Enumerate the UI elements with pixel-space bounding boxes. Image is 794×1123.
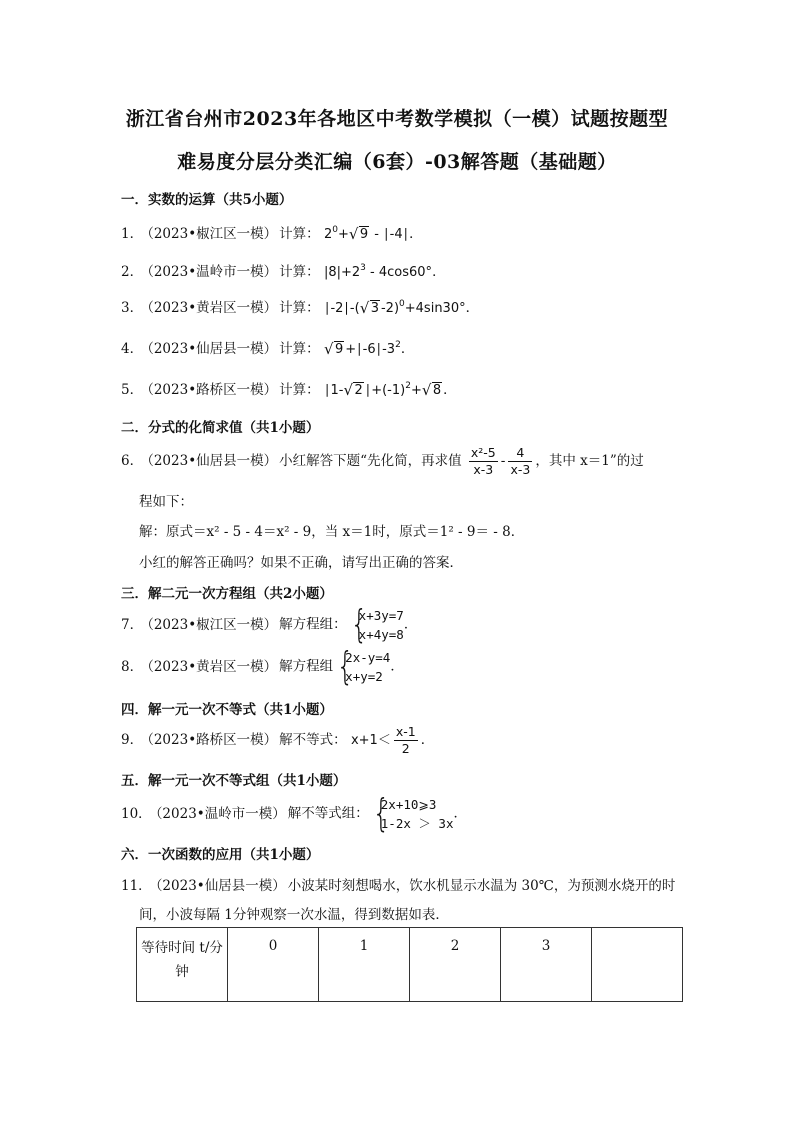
question-7: 7． （2023•椒江区一模） 解方程组： { x+3y=7 x+4y=8 ． — [121, 602, 418, 646]
question-5: 5． （2023•路桥区一模） 计算： ∣1-√ 2 $∣+(-1)^2+√$ 8 ． — [121, 378, 457, 398]
section-heading-fraction-simplify: 二．分式的化简求值（共1小题） — [121, 420, 320, 436]
question-6-solution: 解：原式＝x² - 5 - 4＝x² - 9，当 x＝1时，原式＝1² - 9＝ - 8． — [139, 524, 525, 540]
sqrt-symbol: √ 8 — [423, 383, 442, 398]
question-source: （2023•仙居县一模） — [147, 453, 278, 469]
question-6: 6． （2023•仙居县一模） 小红解答下题“先化简，再求值 $\frac{\text{x²-5}}{x-3}$ - $\frac{4}{x-3}$ ，其中 x＝1”的过 — [121, 445, 644, 477]
question-prompt: 解方程组： — [279, 616, 347, 633]
inequality-system: { 2x+10⩾3 1-2x ＞ 3x — [372, 791, 454, 835]
equation-system: { x+3y=7 x+4y=8 — [350, 602, 404, 646]
water-temperature-table — [136, 927, 683, 1002]
section-heading-linear-equation-system: 三．解二元一次方程组（共2小题） — [121, 586, 333, 602]
question-prompt: 小红解答下题“先化简，再求值 — [279, 453, 462, 469]
question-1: 1． （2023•椒江区一模） 计算： $2^0+√$ 9 - ∣-4∣． — [121, 222, 423, 242]
question-prompt: 计算： — [279, 226, 320, 242]
question-8: 8． （2023•黄岩区一模） 解方程组 { 2x-y=4 x+y=2 ． — [121, 644, 404, 688]
question-6-continuation: 程如下： — [139, 494, 193, 510]
question-number: 3． — [121, 300, 144, 316]
question-number: 10． — [121, 805, 152, 822]
equation-system: { 2x-y=4 x+y=2 — [336, 644, 391, 688]
math-expression: ∣1-√ 2 $∣+(-1)^2+√$ 8 — [324, 383, 443, 398]
question-source: （2023•黄岩区一模） — [147, 300, 278, 316]
question-number: 7． — [121, 616, 144, 633]
question-prompt: 计算： — [279, 300, 320, 316]
question-number: 4． — [121, 341, 144, 357]
fraction: $\frac{\text{x²-5}}{x-3}$ — [470, 445, 496, 477]
question-10: 10． （2023•温岭市一模） 解不等式组： { 2x+10⩾3 1-2x ＞ 3x ． — [121, 791, 467, 835]
sqrt-symbol: √ 9 — [325, 342, 344, 357]
table-cell — [592, 928, 683, 1002]
question-11 — [121, 874, 675, 894]
question-source: （2023•路桥区一模） — [147, 382, 278, 398]
question-number: 2． — [121, 264, 144, 280]
question-11-continuation: 间，小波每隔 1分钟观察一次水温，得到数据如表． — [139, 907, 449, 923]
question-2: 2． （2023•温岭市一模） 计算： $|8|+2^3 - 4\cos 60^\circ$． — [121, 263, 446, 280]
question-prompt: 计算： — [279, 382, 320, 398]
question-source: （2023•仙居县一模） — [147, 341, 278, 357]
question-number: 8． — [121, 658, 144, 675]
fraction: $\frac{x-1}{2}$ — [395, 724, 416, 756]
section-heading-linear-function-application: 六．一次函数的应用（共1小题） — [121, 847, 320, 863]
question-prompt: 解不等式： — [279, 732, 347, 748]
question-6-ask: 小红的解答正确吗？如果不正确，请写出正确的答案． — [139, 555, 463, 571]
question-number: 6． — [121, 453, 144, 469]
document-title-line-1: 浙江省台州市2023年各地区中考数学模拟（一模）试题按题型 — [125, 108, 669, 130]
table-cell: 3 — [501, 928, 592, 1002]
math-expression: √ $9 +∣-6∣-3^2$ — [324, 342, 401, 357]
question-source: （2023•黄岩区一模） — [147, 658, 278, 675]
question-number: 1． — [121, 226, 144, 242]
left-brace-icon: { — [336, 644, 354, 688]
question-source: （2023•仙居县一模） — [155, 878, 286, 894]
question-source: （2023•温岭市一模） — [147, 264, 278, 280]
question-4: 4． （2023•仙居县一模） 计算： √ $9 +∣-6∣-3^2$． — [121, 337, 414, 357]
sqrt-symbol: √ 9 — [350, 227, 369, 242]
left-brace-icon: { — [350, 602, 368, 646]
question-prompt: 解不等式组： — [287, 805, 369, 822]
math-expression: $|8|+2^3 - 4\cos 60^\circ$ — [323, 263, 433, 280]
section-heading-real-number-operations: 一．实数的运算（共5小题） — [121, 192, 293, 208]
question-prompt: 解方程组 — [279, 658, 334, 675]
left-brace-icon: { — [372, 791, 390, 835]
table-header-cell: 等待时间 t/分 钟 — [137, 928, 228, 1002]
math-expression: $2^0+√$ 9 - ∣-4∣ — [324, 227, 409, 242]
sqrt-symbol: √ 2 — [344, 383, 363, 398]
section-heading-inequality-system: 五．解一元一次不等式组（共1小题） — [121, 773, 347, 789]
question-prompt: 小波某时刻想喝水，饮水机显示水温为 30℃，为预测水烧开的时 — [287, 878, 676, 894]
question-3: 3． （2023•黄岩区一模） 计算： ∣-2∣-(√ 3 -2)$^0$+4sin30°． — [121, 296, 479, 316]
table-row — [137, 928, 683, 1002]
question-number: 5． — [121, 382, 144, 398]
document-title-line-2: 难易度分层分类汇编（6套）-03解答题（基础题） — [177, 151, 617, 173]
question-source: （2023•椒江区一模） — [147, 226, 278, 242]
fraction: $\frac{4}{x-3}$ — [510, 445, 531, 477]
math-expression: ∣-2∣-(√ 3 -2)$^0$+4sin30° — [324, 301, 466, 316]
question-source: （2023•路桥区一模） — [147, 732, 278, 748]
sqrt-symbol: √ 3 — [361, 301, 380, 316]
question-number: 9． — [121, 732, 144, 748]
question-prompt: 计算： — [279, 341, 320, 357]
question-9: 9． （2023•路桥区一模） 解不等式： x+1＜ $\frac{x-1}{2}$ ． — [121, 724, 435, 756]
table-cell: 0 — [228, 928, 319, 1002]
table-cell: 1 — [319, 928, 410, 1002]
question-source: （2023•椒江区一模） — [147, 616, 278, 633]
table-cell: 2 — [410, 928, 501, 1002]
question-number: 11． — [121, 878, 152, 894]
question-prompt: 计算： — [279, 264, 320, 280]
question-source: （2023•温岭市一模） — [155, 805, 286, 822]
section-heading-linear-inequality: 四．解一元一次不等式（共1小题） — [121, 702, 333, 718]
